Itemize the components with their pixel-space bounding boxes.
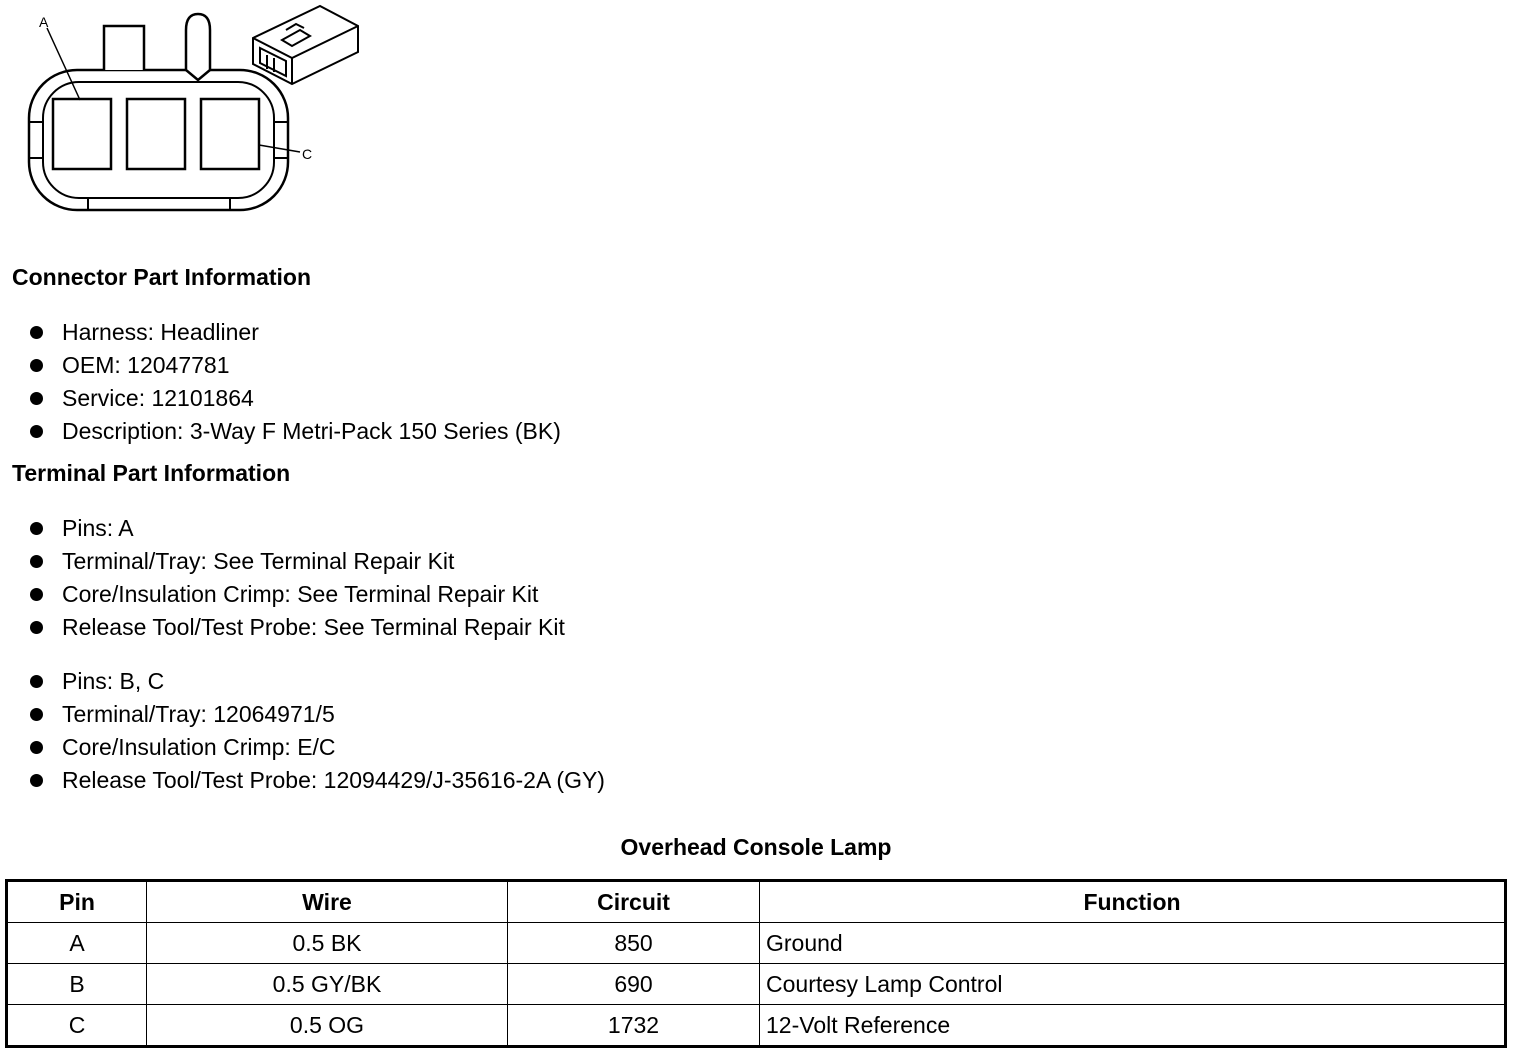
table-header-row (7, 881, 1506, 923)
cell-pin: A (7, 923, 147, 964)
list-item: Core/Insulation Crimp: E/C (28, 731, 605, 764)
cavity-c (201, 99, 259, 169)
table-row (7, 923, 1506, 964)
connector-latch (104, 26, 144, 70)
cell-circuit: 690 (508, 964, 760, 1005)
pinout-table (5, 879, 1507, 1048)
table-row (7, 964, 1506, 1005)
cavity-a (53, 99, 111, 169)
terminal-group-1-list (28, 512, 565, 644)
connector-part-info-list (28, 316, 561, 448)
cell-circuit: 1732 (508, 1005, 760, 1047)
table-row (7, 1005, 1506, 1047)
list-item: Pins: A (28, 512, 565, 545)
connector-diagram (0, 0, 380, 230)
cell-pin: B (7, 964, 147, 1005)
list-item: Description: 3-Way F Metri-Pack 150 Series (BK) (28, 415, 561, 448)
header-function: Function (760, 881, 1506, 923)
list-item: Terminal/Tray: 12064971/5 (28, 698, 605, 731)
connector-isometric-icon (253, 6, 358, 84)
cell-function: Ground (760, 923, 1506, 964)
header-pin: Pin (7, 881, 147, 923)
header-wire: Wire (147, 881, 508, 923)
table-title: Overhead Console Lamp (620, 834, 892, 860)
cell-function: Courtesy Lamp Control (760, 964, 1506, 1005)
list-item: Service: 12101864 (28, 382, 561, 415)
cell-function: 12-Volt Reference (760, 1005, 1506, 1047)
cell-wire: 0.5 GY/BK (147, 964, 508, 1005)
connector-key (186, 14, 210, 80)
list-item: Release Tool/Test Probe: See Terminal Repair Kit (28, 611, 565, 644)
list-item: OEM: 12047781 (28, 349, 561, 382)
cell-wire: 0.5 BK (147, 923, 508, 964)
list-item: Pins: B, C (28, 665, 605, 698)
list-item: Core/Insulation Crimp: See Terminal Repair Kit (28, 578, 565, 611)
terminal-part-info-heading: Terminal Part Information (12, 460, 291, 486)
header-circuit: Circuit (508, 881, 760, 923)
list-item: Terminal/Tray: See Terminal Repair Kit (28, 545, 565, 578)
cell-pin: C (7, 1005, 147, 1047)
cell-wire: 0.5 OG (147, 1005, 508, 1047)
pin-a-label: A (39, 14, 49, 30)
list-item: Release Tool/Test Probe: 12094429/J-35616-2A (GY) (28, 764, 605, 797)
cavity-b (127, 99, 185, 169)
cell-circuit: 850 (508, 923, 760, 964)
list-item: Harness: Headliner (28, 316, 561, 349)
connector-part-info-heading: Connector Part Information (12, 264, 312, 290)
pin-c-label: C (302, 146, 313, 162)
connector-outer-body (29, 70, 288, 210)
terminal-group-2-list (28, 665, 605, 797)
